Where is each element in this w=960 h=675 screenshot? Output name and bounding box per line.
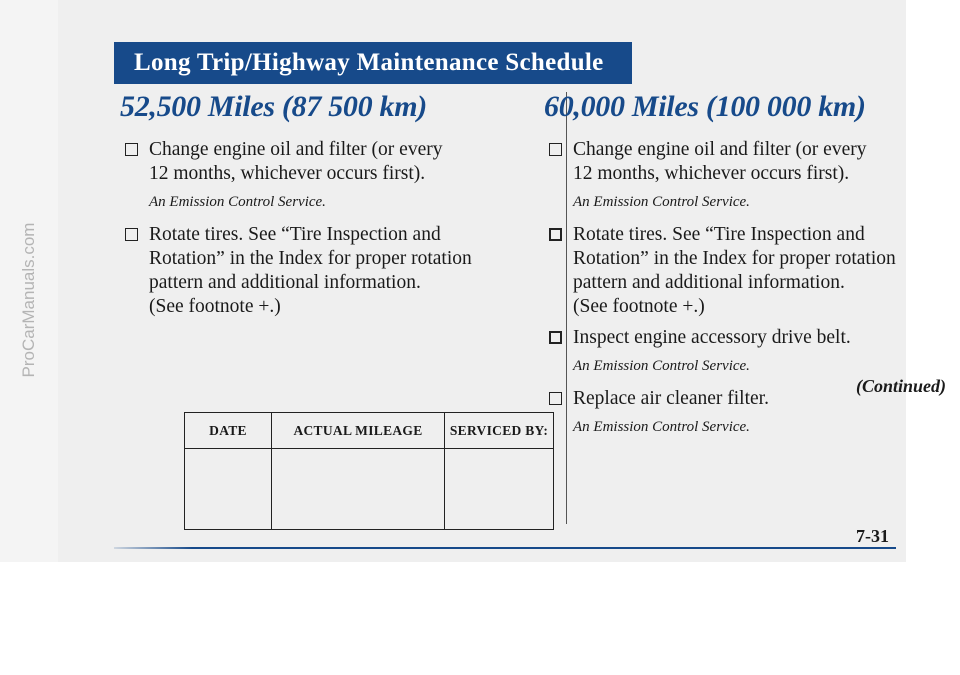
mileage-heading-right: 60,000 Miles (100 000 km)	[544, 90, 866, 123]
checkbox-icon	[125, 143, 138, 156]
side-watermark	[0, 0, 58, 562]
item-text-line: 12 months, whichever occurs first).	[573, 163, 850, 184]
manual-page	[58, 0, 947, 562]
emission-note: An Emission Control Service.	[149, 194, 326, 210]
item-text-line: Inspect engine accessory drive belt.	[573, 327, 851, 348]
item-text-line: Change engine oil and filter (or every	[149, 139, 443, 160]
table-header-mileage: ACTUAL MILEAGE	[272, 413, 445, 449]
section-banner: Long Trip/Highway Maintenance Schedule	[114, 42, 632, 84]
footer-rule	[114, 547, 896, 549]
checklist-item	[548, 387, 908, 411]
right-column	[544, 90, 908, 448]
emission-note: An Emission Control Service.	[573, 194, 750, 210]
table-header-date: DATE	[185, 413, 272, 449]
checkbox-icon	[549, 331, 562, 344]
table-cell-date	[185, 449, 272, 530]
left-column	[120, 90, 514, 319]
item-text-line: Rotate tires. See “Tire Inspection and	[149, 224, 441, 245]
watermark-text: ProCarManuals.com	[19, 222, 38, 378]
item-text-line: Replace air cleaner filter.	[573, 388, 769, 409]
checklist-item	[548, 223, 908, 319]
table-cell-serviced-by	[445, 449, 554, 530]
checkbox-icon	[125, 228, 138, 241]
checklist-item	[548, 138, 908, 186]
checklist-item	[548, 326, 908, 350]
table-cell-mileage	[272, 449, 445, 530]
checklist-item	[124, 138, 514, 186]
item-text-line: Rotation” in the Index for proper rotation	[149, 248, 472, 269]
item-text-line: Change engine oil and filter (or every	[573, 139, 867, 160]
checkbox-icon	[549, 228, 562, 241]
item-text-line: pattern and additional information.	[149, 272, 421, 293]
checklist-item	[124, 223, 514, 319]
item-text-line: 12 months, whichever occurs first).	[149, 163, 426, 184]
table-header-serviced-by: SERVICED BY:	[445, 413, 554, 449]
emission-note: An Emission Control Service.	[573, 419, 750, 435]
item-text-line: pattern and additional information.	[573, 272, 845, 293]
continued-label: (Continued)	[856, 376, 947, 396]
emission-note: An Emission Control Service.	[573, 358, 750, 374]
checkbox-icon	[549, 392, 562, 405]
item-text-line: (See footnote +.)	[149, 296, 281, 317]
page-number: 7-31	[856, 526, 889, 546]
mileage-heading-left: 52,500 Miles (87 500 km)	[120, 90, 427, 123]
service-record-table	[184, 412, 554, 530]
item-text-line: (See footnote +.)	[573, 296, 705, 317]
checkbox-icon	[549, 143, 562, 156]
item-text-line: Rotation” in the Index for proper rotation	[573, 248, 896, 269]
item-text-line: Rotate tires. See “Tire Inspection and	[573, 224, 865, 245]
